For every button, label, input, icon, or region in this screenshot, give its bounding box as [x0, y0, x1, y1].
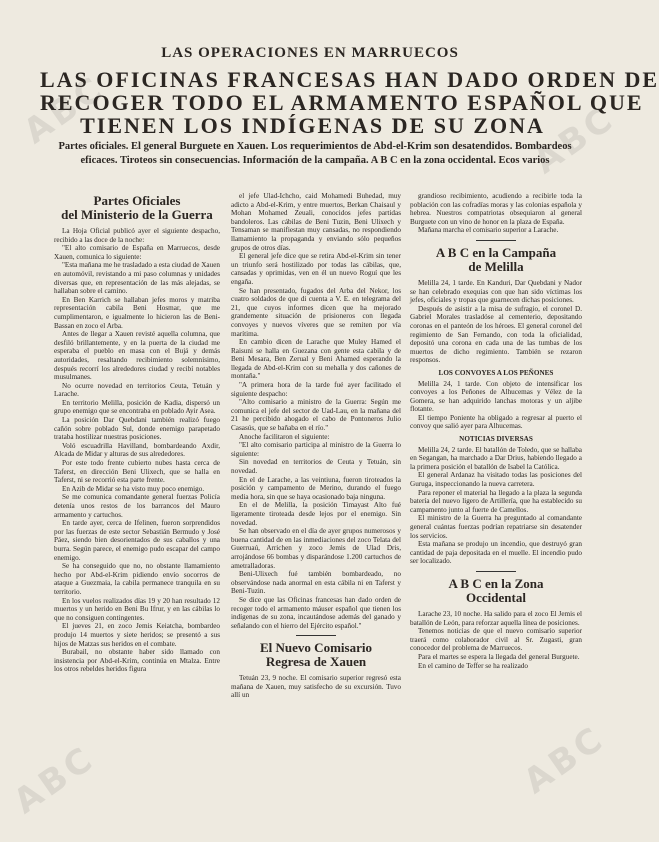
- headline-line: RECOGER TODO EL ARMAMENTO ESPAÑOL QUE: [40, 90, 644, 115]
- paragraph: Voló escuadrilla Havilland, bombardeando Axdir, Alcada de Midar y alturas de sus alrededores.: [54, 441, 220, 459]
- article-body: [410, 610, 582, 670]
- headline-line: LAS OFICINAS FRANCESAS HAN DADO ORDEN DE: [40, 67, 659, 92]
- paragraph: Tenemos noticias de que el nuevo comisario superior traerá como colaborador civil al Sr. Zugasti, gran conocedor del problema de Marruecos.: [410, 627, 582, 653]
- article-title-line: del Ministerio de la Guerra: [61, 207, 213, 222]
- paragraph: No ocurre novedad en territorios Ceuta, Tetuán y Larache.: [54, 381, 220, 399]
- paragraph: En el de Larache, a las veintiuna, fueron tiroteados la posición y campamento de Merino, durando el fuego media hora, sin que se haya ocasionado baja ninguna.: [231, 475, 401, 501]
- paragraph: Larache 23, 10 noche. Ha salido para el zoco El Jemis el batallón de León, para reforzar aquella línea de posiciones.: [410, 609, 582, 627]
- article-title: [54, 194, 220, 222]
- paragraph: En el de Melilla, la posición Timayast Alto fué ligeramente tiroteada desde lejos por el enemigo. Sin novedad.: [231, 501, 401, 527]
- watermark-stamp: ABC: [6, 738, 103, 822]
- divider: [476, 240, 516, 241]
- article-title: [231, 641, 401, 669]
- paragraph: La Hoja Oficial publicó ayer el siguiente despacho, recibido a las doce de la noche:: [54, 227, 220, 244]
- article-title-line: Regresa de Xauen: [265, 654, 367, 670]
- headline: [40, 67, 659, 138]
- article-body: [410, 446, 582, 566]
- paragraph: Se me comunica comandante general fuerzas Policía detenía unos restos de los barrancos del Mauro armamento y cartuchos.: [54, 493, 220, 519]
- paragraph: Sin novedad en territorios de Ceuta y Tetuán, sin novedad.: [231, 458, 401, 475]
- article-body: [231, 674, 401, 700]
- paragraph: "Esta mañana me he trasladado a esta ciudad de Xauen en automóvil, revistando a mi paso columnas y unidades diversas que, en representación de las más alejadas, se hallaban sobre el camino.: [54, 261, 220, 296]
- paragraph: Se ha conseguido que no, no obstante llamamiento hecho por Abd-el-Krim pidiendo envío socorros de ataque a Guezmaia, la cabila permanece tranquila en su territorio.: [54, 562, 220, 596]
- subheading: NOTICIAS DIVERSAS: [459, 435, 533, 444]
- paragraph: En el camino de Teffer se ha realizado: [418, 661, 528, 670]
- section-kicker: LAS OPERACIONES EN MARRUECOS: [161, 45, 459, 61]
- paragraph: En Ben Karrich se hallaban jefes moros y matriba representación cabila Beni Hosmar, que me cumplimentaron, e igualmente lo hicieron las de Beni-Bassan en zoco el Arba.: [54, 295, 220, 330]
- paragraph: Tetuán 23, 9 noche. El comisario superior regresó esta mañana de Xauen, muy satisfecho de su excursión. Tuvo allí un: [231, 674, 401, 700]
- article-body: [231, 192, 401, 630]
- article-body: [54, 227, 220, 674]
- paragraph: El jueves 21, en zoco Jemis Keiatcha, bombardeo produjo 14 muertos y siete heridos; se presentó a sus hijos de Matzas sus heridos en el combate.: [54, 622, 220, 648]
- paragraph: Antes de llegar a Xauen revisté aquella columna, que desfiló brillantemente, y en la puerta de la ciudad me esperaba el pueblo en masa con el Bujá y demás autoridades, resaltando recibimiento solemnísimo, después recorrí los alrededores ciudad y recibí notables musulmanes.: [54, 330, 220, 382]
- article-title: [410, 246, 582, 274]
- column-3: [410, 192, 582, 834]
- deck-summary: Partes oficiales. El general Burguete en Xauen. Los requerimientos de Abd-el-Krim son desatendidos. Bombardeos eficaces. Tiroteos sin consecuencias. Información de la campaña. A B C en la zona occidental. Ecos varios: [58, 141, 572, 166]
- article-title-line: Partes Oficiales: [93, 193, 181, 208]
- paragraph: Para el martes se espera la llegada del general Burguete.: [418, 652, 580, 661]
- paragraph: Por este todo frente cubierto nubes hasta cerca de Taferst, en dirección Beni Ulixech, que se halla en Taferst, ni se recorrió esta parte frente.: [54, 459, 220, 485]
- paragraph: Para reponer el material ha llegado a la plaza la segunda batería del nuevo ligero de Artillería, que ha establecido su campamento junto al fuerte de Camellos.: [410, 488, 582, 514]
- paragraph: El general Ardanaz ha visitado todas las posiciones del Guruga, inspeccionando la nueva carretera.: [410, 471, 582, 489]
- paragraph: Melilla 24, 2 tarde. El batallón de Toledo, que se hallaba en Segangan, ha marchado a Dar Drius, habiendo llegado a la primera posición el batallón de Isabel la Católica.: [410, 445, 582, 471]
- watermark-stamp: ABC: [516, 718, 613, 802]
- paragraph: El tiempo Poniente ha obligado a regresar al puerto el convoy que salió ayer para Alhucemas.: [410, 413, 582, 431]
- paragraph: El ministro de la Guerra ha preguntado al comandante general cuántas fuerzas podrían repatriarse sin desatender los servicios.: [410, 514, 582, 540]
- paragraph: Burabail, no obstante haber sido llamado con insistencia por Abd-el-Krim, continúa en Mtalza. Entre los otros rebeldes heridos figura: [54, 648, 220, 674]
- article-title-line: A B C en la Campaña: [435, 244, 557, 260]
- paragraph: La posición Dar Quebdani también realizó fuego cañón sobre poblado Sul, donde enemigo parapetado trataba hostilizar nuestras posiciones.: [54, 416, 220, 442]
- paragraph: En los vuelos realizados días 19 y 20 han resultado 12 muertos y un herido en Beni Bu Ifrur, y en las cábilas lo que no consiguen contingentes.: [54, 596, 220, 622]
- divider: [296, 635, 336, 636]
- paragraph: Beni-Ulixech fué también bombardeado, no observándose nada anormal en esta cábila ni en Taferst y Beni-Tuzin.: [231, 570, 401, 596]
- paragraph: "El alto comisario participa al ministro de la Guerra lo siguiente:: [231, 441, 401, 458]
- paragraph: Después de asistir a la misa de sufragio, el coronel D. Gabriel Morales trasladóse al cementerio, depositando coronas en el panteón de los héroes. El general coronel del regimiento de San Fernando, con toda la oficialidad, depositó una corona en cada una de las tumbas de los muertos de dicho regimiento. También se rezaron responsos.: [410, 304, 582, 365]
- headline-line: TIENEN LOS INDÍGENAS DE SU ZONA: [80, 113, 545, 138]
- paragraph: Anoche facilitaron el siguiente:: [239, 432, 330, 441]
- article-title: [410, 577, 582, 605]
- subheading: LOS CONVOYES A LOS PEÑONES: [438, 368, 554, 377]
- paragraph: Se han observado en el día de ayer grupos numerosos y buena cantidad de en las inmediaciones del zoco Telata del Guerruaú, Arrichen y zoco Jemis de Ulad Dris, arrojándose 66 bombas y disparándose 1.200 cartuchos de ametralladoras.: [231, 527, 401, 570]
- paragraph: En Azib de Midar se ha visto muy poco enemigo.: [62, 484, 205, 493]
- paragraph: grandioso recibimiento, acudiendo a recibirle toda la población con las cofradías moras y las colonias española y hebrea. Nuestros compatriotas obsequiaron al general Burguete con un vino de honor en la plaza de España.: [410, 192, 582, 226]
- article-title-line: El Nuevo Comisario: [260, 640, 372, 656]
- paragraph: En territorio Melilla, posición de Kadia, dispersó un grupo enemigo que se encontraba en poblado Ayir Asea.: [54, 398, 220, 416]
- paragraph: En tarde ayer, cerca de Ifelinen, fueron sorprendidos por las fuerzas de este sector Sebastián Bermudo y José Páez, siendo bien desorientados de sus caballos y una burra. Según parece, el enemigo pudo escapar del campo enemigo.: [54, 519, 220, 562]
- article-body: [410, 279, 582, 365]
- paragraph: Mañana marcha el comisario superior a Larache.: [418, 226, 559, 235]
- paragraph: Esta mañana se produjo un incendio, que destruyó gran cantidad de paja depositada en el muelle. El incendio pudo ser localizado.: [410, 540, 582, 566]
- column-2: [231, 192, 401, 834]
- paragraph: "Alto comisario a ministro de la Guerra: Según me comunica el jefe del sector de Uad-Lau, en la mañana del 21 he percibido ahogado el cabo de Pontoneros Julio Casasús, que se bañaba en el río.": [231, 398, 401, 433]
- divider: [476, 571, 516, 572]
- paragraph: Se han presentado, fugados del Arba del Nekor, los cuatro soldados de que di cuenta a V. E. en telegrama del 21, que cuyos informes dicen que ha mejorado grandemente situación de prisioneros con llegada convoyes y nuevos víveres que se remiten por vía marítima.: [231, 286, 401, 338]
- article-body: [410, 380, 582, 432]
- column-1: [54, 192, 220, 834]
- paragraph: "El alto comisario de España en Marruecos, desde Xauen, comunica lo siguiente:: [54, 244, 220, 261]
- article-title-line: de Melilla: [468, 258, 524, 274]
- paragraph: Se dice que las Oficinas francesas han dado orden de recoger todo el armamento máuser español que tienen los indígenas de su zona, incautándose además del ganado y señalando con el hierro del Ejército español.": [231, 595, 401, 630]
- article-body: [410, 192, 582, 235]
- article-title-line: A B C en la Zona: [448, 575, 544, 591]
- watermark-stamp: ABC: [526, 98, 623, 182]
- article-title-line: Occidental: [466, 589, 526, 605]
- paragraph: Melilla 24, 1 tarde. Con objeto de intensificar los convoyes a los Peñones de Alhucemas y Vélez de la Gomera, se han adquirido lanchas motoras y un aljibe flotante.: [410, 379, 582, 414]
- paragraph: el jefe Ulad-Ichcho, caid Mohamedi Buhedad, muy adicto a Abd-el-Krim, y entre muertos, Berkan Chaisaul y Mohan Mohamed Zeuali, conocidos jefes partidas bandoleros. Las cábilas de Beni Tuzin, Beni Ulixech y Tensaman se manifiestan muy cansadas, no respondiendo llamamiento la propaganda y enviando sólo pequeños grupos de otros días.: [231, 192, 401, 252]
- watermark-stamp: ABC: [16, 68, 113, 152]
- paragraph: Melilla 24, 1 tarde. En Kanduri, Dar Quebdani y Nador se han celebrado exequias con que han sido víctimas los jefes, oficiales y tropas que guarnecen dichas posiciones.: [410, 278, 582, 305]
- paragraph: El general jefe dice que se retira Abd-el-Krim sin tener un triunfo será hostilizado por todas las cábilas, que, cansadas y oprimidas, ven en él un nuevo Roguí que les engaña.: [231, 252, 401, 286]
- paragraph: "A primera hora de la tarde fué ayer facilitado el siguiente despacho:: [231, 381, 401, 398]
- paragraph: En cambio dicen de Larache que Muley Hamed el Raisuni se halla en Guezana con gente esta cabila y de Beni Mesara, Ben Zerual y Beni Ahamed esperando la llegada de Abd-el-Krim con su mehalla y dos cañones de montaña.": [231, 338, 401, 381]
